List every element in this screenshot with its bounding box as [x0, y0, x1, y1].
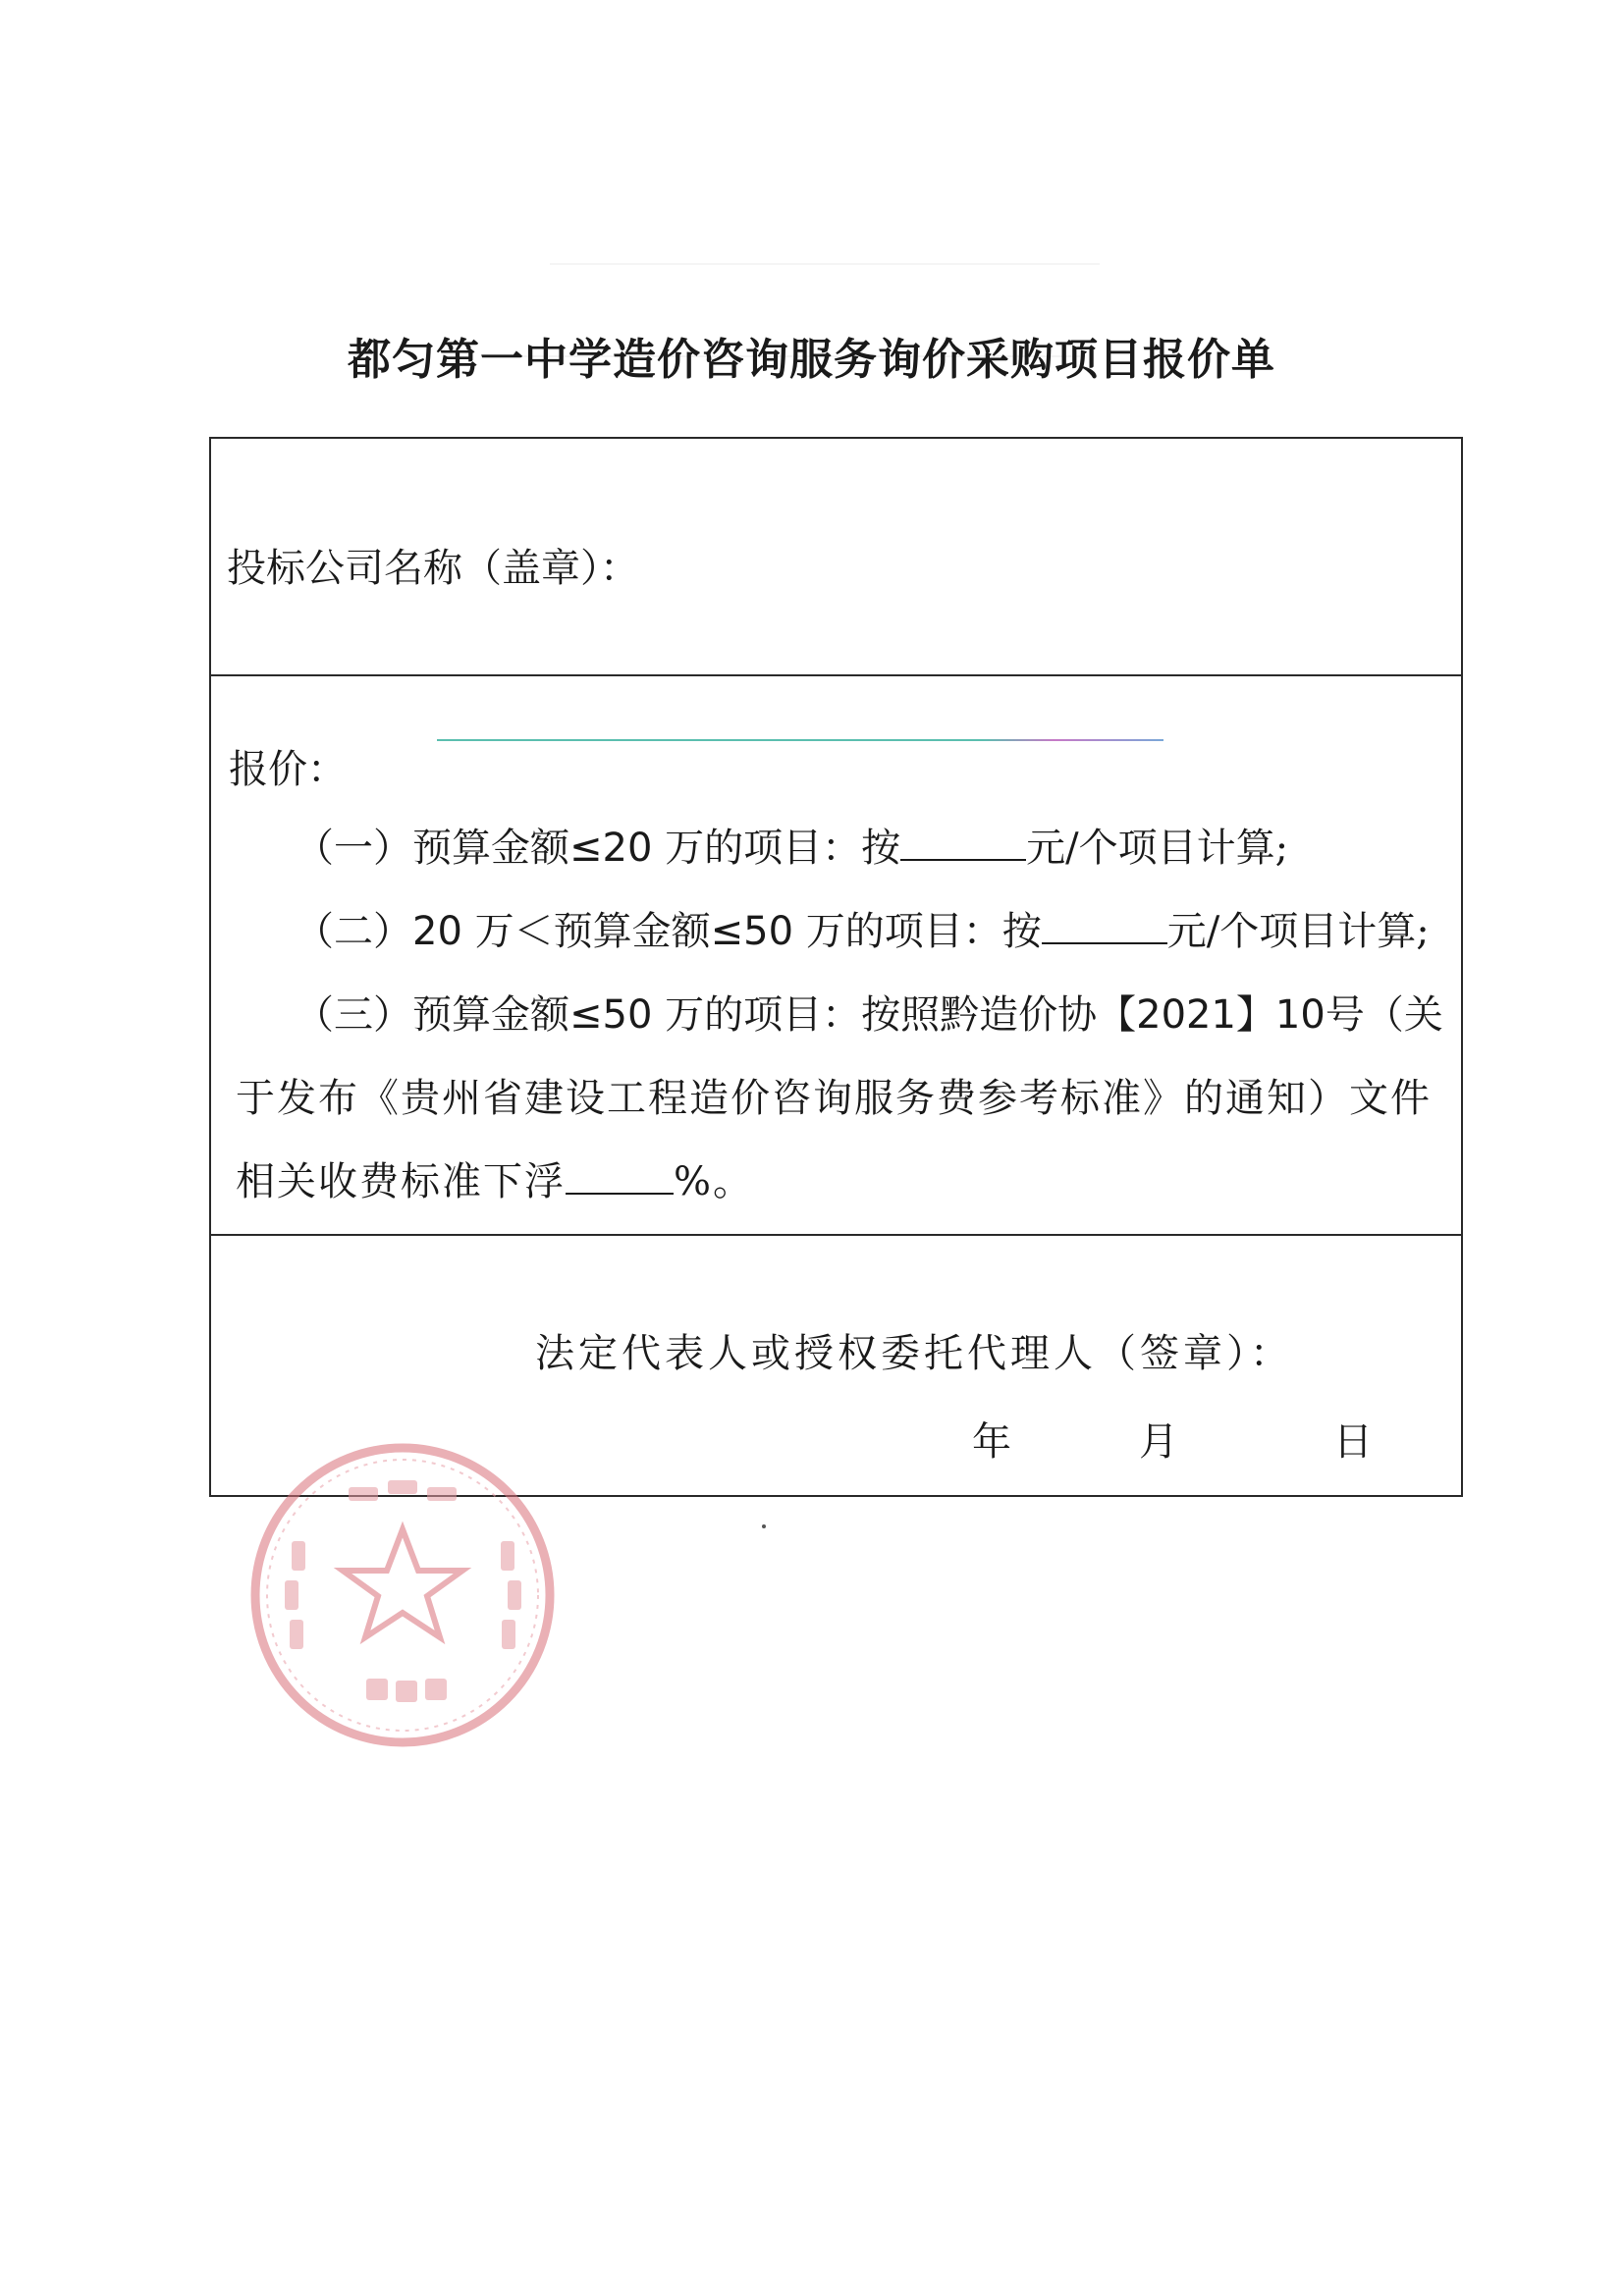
quote-item-1-suffix: 元/个项目计算;	[1026, 826, 1289, 871]
quote-form	[209, 437, 1463, 1497]
date-day: 日	[1333, 1419, 1373, 1465]
stray-colored-line	[437, 739, 1163, 741]
quote-item-3-suffix: %。	[674, 1159, 755, 1204]
date-month: 月	[1139, 1419, 1178, 1465]
scan-artifact	[550, 263, 1100, 265]
star-seal-icon	[241, 1433, 565, 1757]
quote-item-1-blank[interactable]	[900, 826, 1026, 861]
row-divider	[211, 1234, 1461, 1236]
quote-item-2	[295, 900, 1430, 956]
quote-item-1	[295, 817, 1288, 873]
quote-item-2-prefix: （二）20 万＜预算金额≤50 万的项目：按	[295, 909, 1042, 954]
quote-item-3-text-2: 于发布《贵州省建设工程造价咨询服务费参考标准》的通知）文件	[236, 1076, 1432, 1121]
quote-item-3-prefix: 相关收费标准下浮	[236, 1159, 566, 1204]
date-year: 年	[972, 1419, 1011, 1465]
quote-item-2-blank[interactable]	[1042, 909, 1167, 944]
quote-item-3-line-3	[236, 1150, 754, 1206]
document-title: 都匀第一中学造价咨询服务询价采购项目报价单	[348, 335, 1275, 385]
signature-label: 法定代表人或授权委托代理人（签章）：	[535, 1331, 1293, 1376]
quote-item-2-suffix: 元/个项目计算;	[1166, 909, 1430, 954]
stray-dot	[762, 1524, 766, 1528]
row-divider	[211, 674, 1461, 676]
quote-item-1-prefix: （一）预算金额≤20 万的项目：按	[295, 826, 901, 871]
quote-item-3-blank[interactable]	[566, 1159, 674, 1195]
quote-item-3-text-1: （三）预算金额≤50 万的项目：按照黔造价协【2021】10号（关	[295, 992, 1443, 1038]
quote-item-3-line-1	[295, 984, 1443, 1040]
company-name-label: 投标公司名称（盖章）：	[227, 546, 639, 591]
quote-label: 报价：	[229, 747, 347, 792]
quote-item-3-line-2	[236, 1067, 1432, 1123]
